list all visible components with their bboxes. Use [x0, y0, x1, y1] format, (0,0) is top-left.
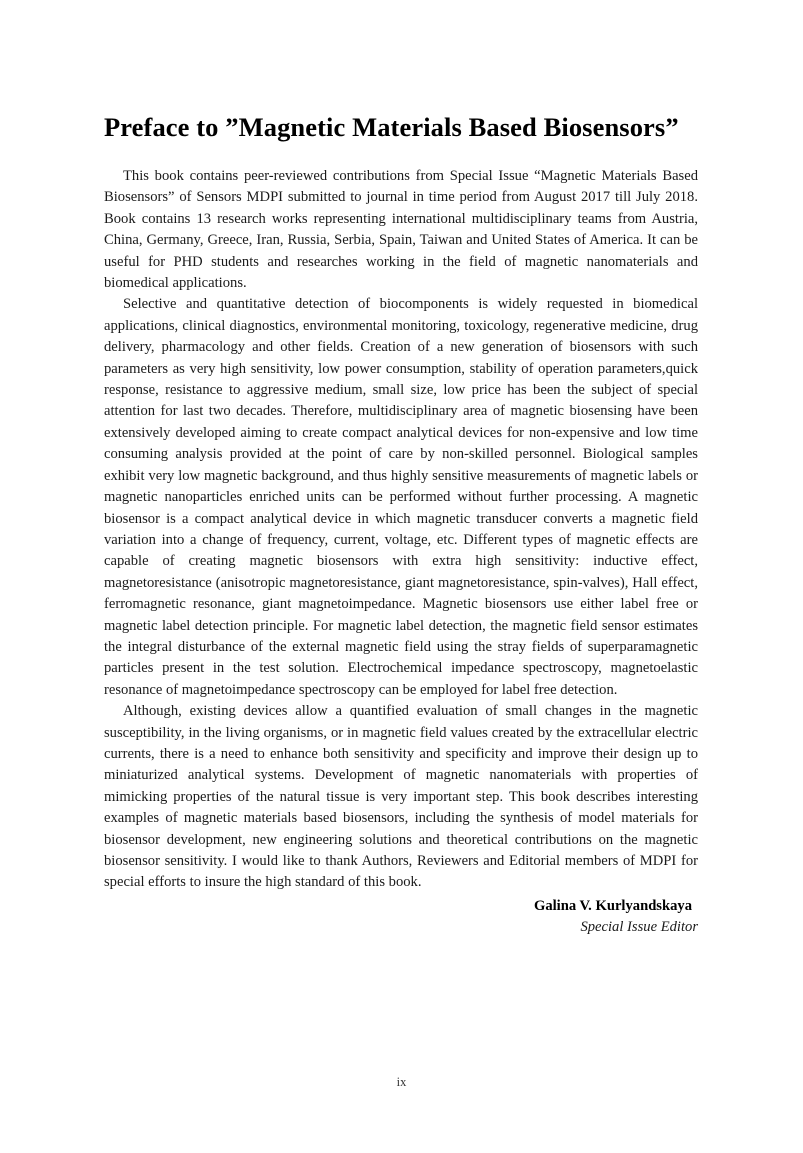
- paragraph-3: Although, existing devices allow a quantified evaluation of small changes in the magnetic susceptibility, in the living organisms, or in magnetic field values created by the extracellular electric currents, there is a need to enhance both sensitivity and specificity and improve their design up to miniaturized analytical systems. Development of magnetic nanomaterials with properties of mimicking properties of the natural tissue is very important step. This book describes interesting examples of magnetic materials based biosensors, including the synthesis of model materials for biosensor development, new engineering solutions and theoretical contributions on the magnetic biosensor sensitivity. I would like to thank Authors, Reviewers and Editorial members of MDPI for special efforts to insure the high standard of this book.: [104, 703, 698, 891]
- signature-block: [398, 896, 698, 937]
- page-title: Preface to ”Magnetic Materials Based Biosensors”: [104, 112, 679, 142]
- page-number: ix: [396, 1075, 407, 1089]
- paragraph-1: This book contains peer-reviewed contributions from Special Issue “Magnetic Materials Based Biosensors” of Sensors MDPI submitted to journal in time period from August 2017 till July 2018. Book contains 13 research works representing international multidisciplinary teams from Austria, China, Germany, Greece, Iran, Russia, Serbia, Spain, Taiwan and United States of America. It can be useful for PHD students and researches working in the field of magnetic nanomaterials and biomedical applications.: [104, 168, 698, 292]
- preface-body: [104, 166, 698, 894]
- editor-role: Special Issue Editor: [580, 919, 698, 935]
- paragraph-2: Selective and quantitative detection of biocomponents is widely requested in biomedical applications, clinical diagnostics, environmental monitoring, toxicology, regenerative medicine, drug delivery, pharmacology and other fields. Creation of a new generation of biosensors with such parameters as very high sensitivity, low power consumption, stability of operation parameters,quick response, resistance to aggressive medium, small size, low price has been the subject of special attention for last two decades. Therefore, multidisciplinary area of magnetic biosensing have been extensively developed aiming to create compact analytical devices for non-expensive and low time consuming analysis provided at the point of care by non-skilled personnel. Biological samples exhibit very low magnetic background, and thus highly sensitive measurements of magnetic labels or magnetic nanoparticles enriched units can be performed without further processing. A magnetic biosensor is a compact analytical device in which magnetic transducer converts a magnetic field variation into a change of frequency, current, voltage, etc. Different types of magnetic effects are capable of creating magnetic biosensors with extra high sensitivity: inductive effect, magnetoresistance (anisotropic magnetoresistance, giant magnetoresistance, spin-valves), Hall effect, ferromagnetic resonance, giant magnetoimpedance. Magnetic biosensors use either label free or magnetic label detection principle. For magnetic label detection, the magnetic field sensor estimates the integral disturbance of the external magnetic field using the stray fields of superparamagnetic particles present in the test solution. Electrochemical impedance spectroscopy, magnetoelastic resonance of magnetoimpedance spectroscopy can be employed for label free detection.: [104, 296, 698, 698]
- editor-name: Galina V. Kurlyandskaya: [533, 898, 692, 914]
